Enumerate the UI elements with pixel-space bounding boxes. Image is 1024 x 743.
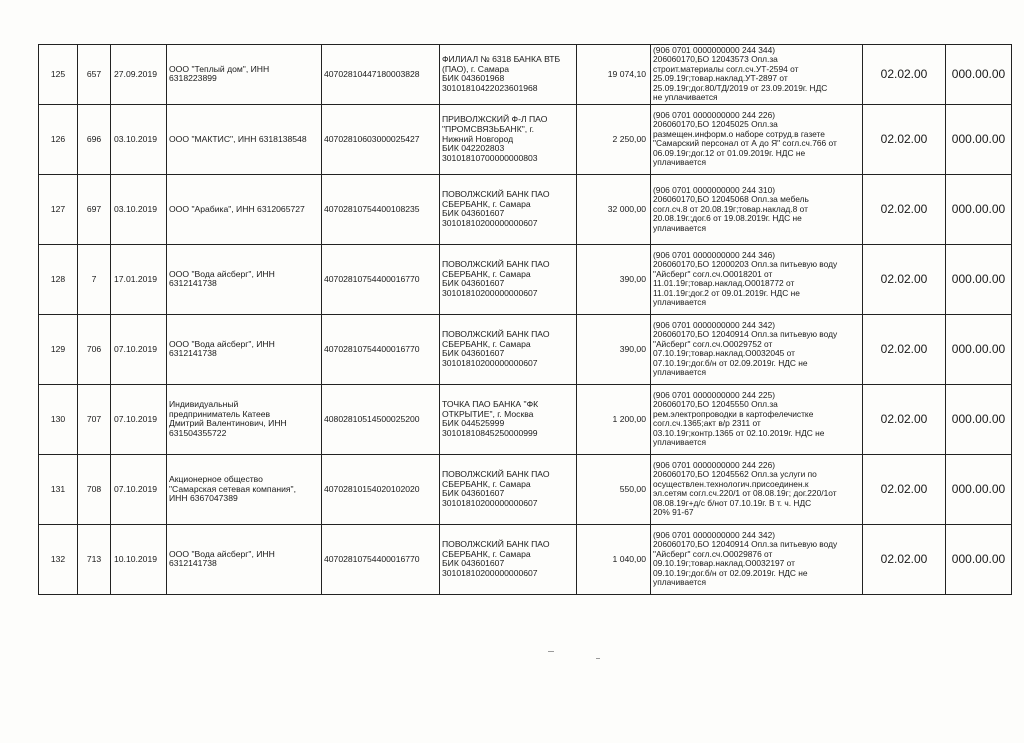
payee-bank: ПОВОЛЖСКИЙ БАНК ПАО СБЕРБАНК, г. Самара БИК 043601607 30101810200000000607	[440, 524, 577, 594]
payment-amount: 1 040,00	[577, 524, 651, 594]
zero-date-value: 000.00.00	[946, 384, 1012, 454]
payee: Индивидуальный предприниматель Катеев Дмитрий Валентинович, ИНН 631504355722	[167, 384, 322, 454]
payee-bank: ПРИВОЛЖСКИЙ Ф-Л ПАО "ПРОМСВЯЗЬБАНК", г. Нижний Новгород БИК 042202803 30101810700000000803	[440, 104, 577, 174]
payment-amount: 390,00	[577, 244, 651, 314]
document-number: 657	[78, 45, 111, 105]
payment-amount: 390,00	[577, 314, 651, 384]
document-number: 707	[78, 384, 111, 454]
payment-date: 07.10.2019	[111, 314, 167, 384]
payment-date: 03.10.2019	[111, 174, 167, 244]
code-value: 02.02.00	[863, 104, 946, 174]
document-number: 706	[78, 314, 111, 384]
payment-purpose: (906 0701 0000000000 244 310) 206060170,БО 12045068 Опл.за мебель согл.сч.8 от 20.08.19г;товар.наклад.8 от 20.08.19г.;дог.6 от 19.08.2019г. НДС не уплачивается	[651, 174, 863, 244]
payee: ООО "Теплый дом", ИНН 6318223899	[167, 45, 322, 105]
row-number: 131	[39, 454, 78, 524]
payee-account: 40702810754400108235	[322, 174, 440, 244]
scan-mark	[548, 651, 554, 652]
payment-purpose: (906 0701 0000000000 244 342) 206060170,БО 12040914 Опл.за питьевую воду "Айсберг" согл.сч.О0029752 от 07.10.19г;товар.наклад.О0032045 от 07.10.19г;дог.б/н от 02.09.2019г. НДС не уплачивается	[651, 314, 863, 384]
payee-account: 40702810754400016770	[322, 524, 440, 594]
payments-table	[38, 44, 1012, 595]
code-value: 02.02.00	[863, 45, 946, 105]
payee-account: 40802810514500025200	[322, 384, 440, 454]
payee: ООО "Вода айсберг", ИНН 6312141738	[167, 244, 322, 314]
table-row	[39, 244, 1012, 314]
row-number: 125	[39, 45, 78, 105]
payee-bank: ПОВОЛЖСКИЙ БАНК ПАО СБЕРБАНК, г. Самара БИК 043601607 30101810200000000607	[440, 454, 577, 524]
table-row	[39, 524, 1012, 594]
payee-account: 40702810447180003828	[322, 45, 440, 105]
code-value: 02.02.00	[863, 454, 946, 524]
code-value: 02.02.00	[863, 174, 946, 244]
payment-date: 07.10.2019	[111, 384, 167, 454]
payee-bank: ПОВОЛЖСКИЙ БАНК ПАО СБЕРБАНК, г. Самара БИК 043601607 30101810200000000607	[440, 174, 577, 244]
code-value: 02.02.00	[863, 314, 946, 384]
table-row	[39, 174, 1012, 244]
payee-bank: ТОЧКА ПАО БАНКА "ФК ОТКРЫТИЕ", г. Москва БИК 044525999 30101810845250000999	[440, 384, 577, 454]
document-number: 7	[78, 244, 111, 314]
zero-date-value: 000.00.00	[946, 174, 1012, 244]
payment-date: 07.10.2019	[111, 454, 167, 524]
table-row	[39, 384, 1012, 454]
payment-amount: 32 000,00	[577, 174, 651, 244]
row-number: 128	[39, 244, 78, 314]
payment-purpose: (906 0701 0000000000 244 226) 206060170,БО 12045025 Опл.за размещен.информ.о наборе сотруд.в газете "Самарский персонал от А до Я" согл.сч.766 от 06.09.19г;дог.12 от 01.09.2019г. НДС не уплачивается	[651, 104, 863, 174]
zero-date-value: 000.00.00	[946, 314, 1012, 384]
row-number: 129	[39, 314, 78, 384]
payment-purpose: (906 0701 0000000000 244 344) 206060170,БО 12043573 Опл.за строит.материалы согл.сч.УТ-2594 от 25.09.19г;товар.наклад.УТ-2897 от 25.09.19г;дог.80/ТД/2019 от 23.09.2019г. НДС не уплачивается	[651, 45, 863, 105]
table-row	[39, 314, 1012, 384]
code-value: 02.02.00	[863, 384, 946, 454]
payment-purpose: (906 0701 0000000000 244 225) 206060170,БО 12045550 Опл.за рем.электропроводки в картофелечистке согл.сч.1365;акт в/р 2311 от 03.10.19г;контр.1365 от 02.10.2019г. НДС не уплачивается	[651, 384, 863, 454]
payee-bank: ФИЛИАЛ № 6318 БАНКА ВТБ (ПАО), г. Самара БИК 043601968 30101810422023601968	[440, 45, 577, 105]
document-number: 696	[78, 104, 111, 174]
zero-date-value: 000.00.00	[946, 524, 1012, 594]
payee: Акционерное общество "Самарская сетевая компания", ИНН 6367047389	[167, 454, 322, 524]
zero-date-value: 000.00.00	[946, 45, 1012, 105]
payee: ООО "Вода айсберг", ИНН 6312141738	[167, 314, 322, 384]
payee-bank: ПОВОЛЖСКИЙ БАНК ПАО СБЕРБАНК, г. Самара БИК 043601607 30101810200000000607	[440, 314, 577, 384]
payee-account: 40702810754400016770	[322, 244, 440, 314]
document-number: 697	[78, 174, 111, 244]
payment-purpose: (906 0701 0000000000 244 226) 206060170,БО 12045562 Опл.за услуги по осуществлен.технологич.присоединен.к эл.сетям согл.сч.220/1 от 08.08.19г; дог.220/1от 08.08.19г+д/с б/нот 07.10.19г. В т. ч. НДС 20% 91-67	[651, 454, 863, 524]
payment-date: 10.10.2019	[111, 524, 167, 594]
zero-date-value: 000.00.00	[946, 244, 1012, 314]
payee-account: 40702810154020102020	[322, 454, 440, 524]
payee: ООО "Вода айсберг", ИНН 6312141738	[167, 524, 322, 594]
document-number: 713	[78, 524, 111, 594]
payment-date: 27.09.2019	[111, 45, 167, 105]
payee-account: 40702810603000025427	[322, 104, 440, 174]
row-number: 126	[39, 104, 78, 174]
payment-amount: 1 200,00	[577, 384, 651, 454]
payment-date: 17.01.2019	[111, 244, 167, 314]
code-value: 02.02.00	[863, 244, 946, 314]
payment-purpose: (906 0701 0000000000 244 342) 206060170,БО 12040914 Опл.за питьевую воду "Айсберг" согл.сч.О0029876 от 09.10.19г;товар.наклад.О0032197 от 09.10.19г;дог.б/н от 02.09.2019г. НДС не уплачивается	[651, 524, 863, 594]
payee: ООО "МАКТИС", ИНН 6318138548	[167, 104, 322, 174]
payment-amount: 19 074,10	[577, 45, 651, 105]
payment-amount: 2 250,00	[577, 104, 651, 174]
payment-amount: 550,00	[577, 454, 651, 524]
row-number: 130	[39, 384, 78, 454]
payee-account: 40702810754400016770	[322, 314, 440, 384]
row-number: 132	[39, 524, 78, 594]
payee: ООО "Арабика", ИНН 6312065727	[167, 174, 322, 244]
payment-date: 03.10.2019	[111, 104, 167, 174]
payee-bank: ПОВОЛЖСКИЙ БАНК ПАО СБЕРБАНК, г. Самара БИК 043601607 30101810200000000607	[440, 244, 577, 314]
zero-date-value: 000.00.00	[946, 454, 1012, 524]
row-number: 127	[39, 174, 78, 244]
zero-date-value: 000.00.00	[946, 104, 1012, 174]
code-value: 02.02.00	[863, 524, 946, 594]
scan-mark	[596, 658, 600, 659]
payment-purpose: (906 0701 0000000000 244 346) 206060170,БО 12000203 Опл.за питьевую воду "Айсберг" согл.сч.О0018201 от 11.01.19г;товар.наклад.О0018772 от 11.01.19г;дог.2 от 09.01.2019г. НДС не уплачивается	[651, 244, 863, 314]
table-row	[39, 454, 1012, 524]
table-row	[39, 104, 1012, 174]
document-number: 708	[78, 454, 111, 524]
table-row	[39, 45, 1012, 105]
